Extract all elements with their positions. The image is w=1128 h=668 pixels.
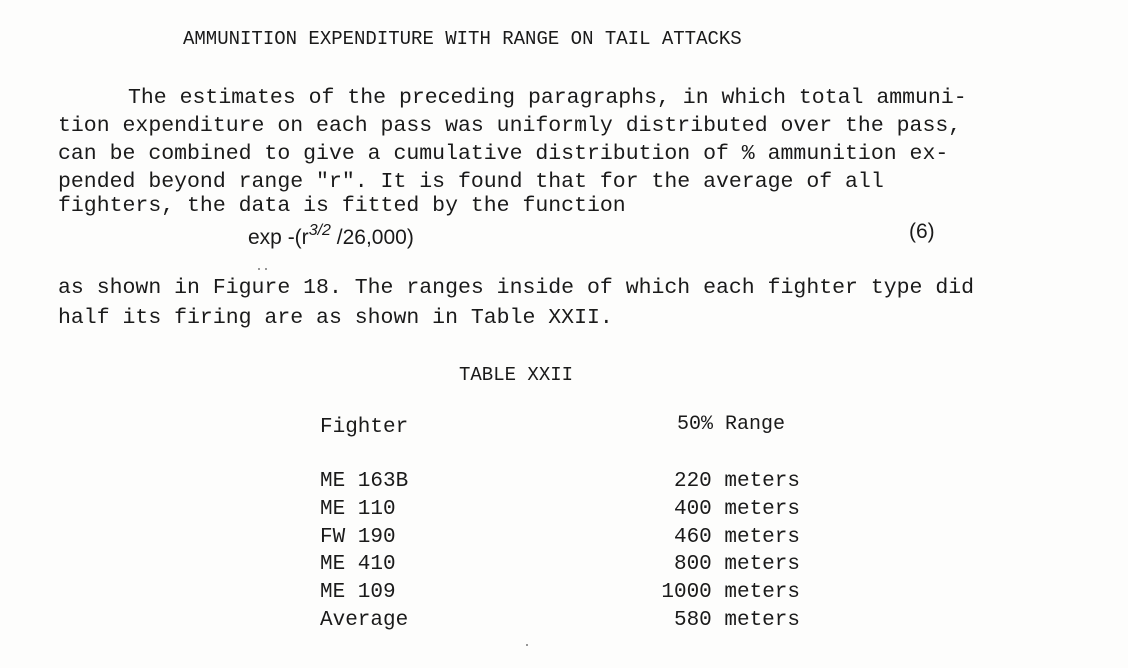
paragraph-line: half its firing are as shown in Table XXII.	[58, 306, 613, 330]
cell-fighter: FW 190	[320, 525, 396, 549]
paragraph-line: can be combined to give a cumulative distribution of % ammunition ex-	[58, 142, 949, 166]
cell-fighter: ME 163B	[320, 470, 409, 493]
table-header-range: 50% Range	[677, 413, 786, 436]
table-row	[320, 470, 810, 498]
table-body	[320, 470, 810, 637]
paper-speck	[258, 268, 260, 270]
table-row	[320, 553, 810, 581]
table-row	[320, 581, 810, 609]
paragraph-line: The estimates of the preceding paragraphs, in which total ammuni-	[128, 86, 967, 110]
paper-speck	[265, 268, 267, 270]
equation-number: (6)	[909, 220, 935, 243]
equation-exponent: 3/2	[308, 222, 331, 239]
table-row	[320, 498, 810, 526]
cell-fighter: ME 110	[320, 497, 396, 521]
cell-range: 800 meters	[673, 553, 800, 577]
paragraph-line: as shown in Figure 18. The ranges inside of which each fighter type did	[58, 276, 975, 300]
cell-fighter: Average	[320, 608, 409, 632]
table-row	[320, 526, 810, 554]
cell-fighter: ME 109	[320, 581, 396, 605]
paragraph-line: tion expenditure on each pass was uniformly distributed over the pass,	[58, 114, 962, 138]
paper-speck	[526, 644, 528, 646]
cell-range: 460 meters	[673, 525, 800, 549]
table-row	[320, 609, 810, 637]
equation-suffix: /26,000)	[330, 226, 414, 249]
cell-range: 1000 meters	[661, 581, 800, 605]
equation-formula	[248, 222, 414, 250]
paragraph-estimates	[58, 84, 967, 220]
paragraph-line: fighters, the data is fitted by the function	[58, 194, 626, 218]
page-heading: AMMUNITION EXPENDITURE WITH RANGE ON TAIL ATTACKS	[183, 28, 742, 50]
equation-prefix: exp -(r	[248, 226, 309, 249]
cell-range: 580 meters	[673, 608, 800, 632]
cell-fighter: ME 410	[320, 553, 396, 577]
paragraph-figure-reference	[58, 274, 974, 334]
cell-range: 400 meters	[673, 497, 800, 521]
table-title: TABLE XXII	[459, 364, 574, 386]
table-header-fighter: Fighter	[320, 416, 409, 439]
cell-range: 220 meters	[673, 470, 800, 493]
paragraph-line: pended beyond range "r". It is found that for the average of all	[58, 170, 884, 194]
